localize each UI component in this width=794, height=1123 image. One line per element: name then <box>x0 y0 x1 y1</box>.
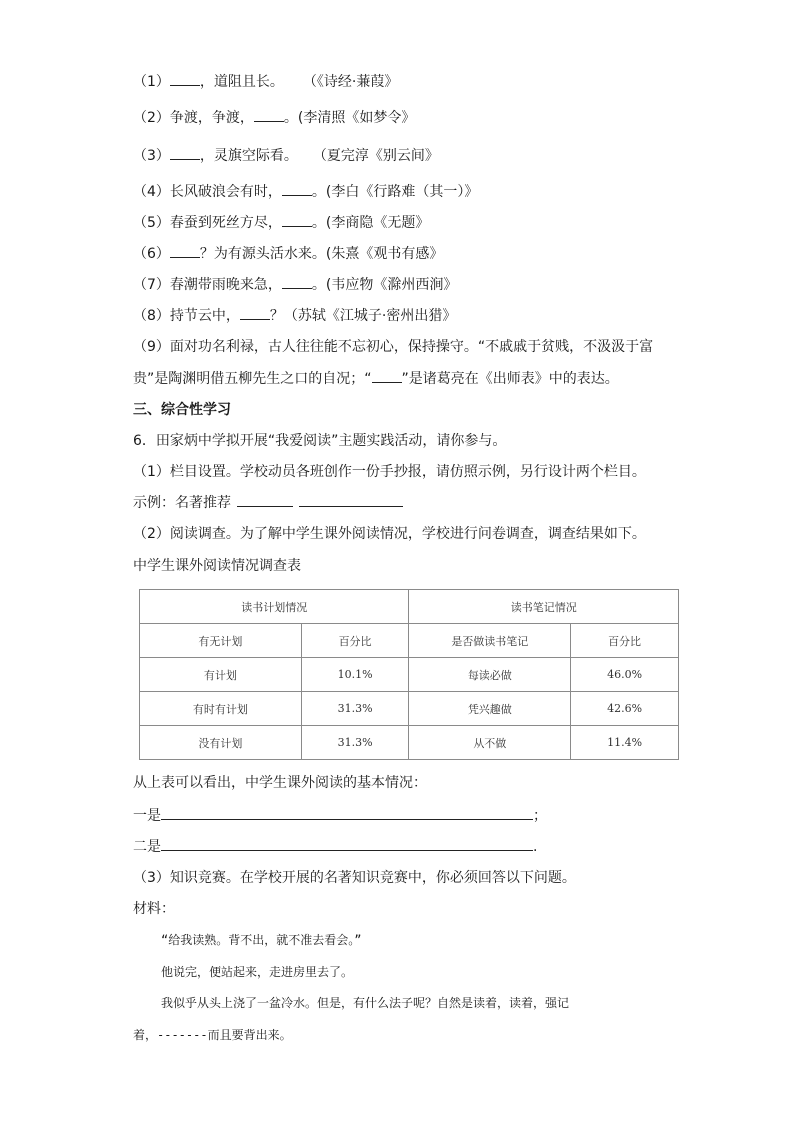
table-header: 是否做读书笔记 <box>409 624 571 658</box>
q9-line-2: 贵”是陶渊明借五柳先生之口的自况；“ ”是诸葛亮在《出师表》中的表达。 <box>133 368 619 389</box>
poem-line-3: （3） ，灵旗空际看。 （夏完淳《别云间》 <box>133 145 439 166</box>
answer-blank[interactable] <box>282 181 312 196</box>
table-header-row <box>140 624 679 658</box>
q9-line-1: （9）面对功名利禄，古人往往能不忘初心，保持操守。“不戚戚于贫贱，不汲汲于富 <box>133 339 654 355</box>
poem-line-8: （8）持节云中， ？（苏轼《江城子·密州出猎》 <box>133 305 456 326</box>
answer-blank[interactable] <box>170 243 200 258</box>
material-line-2: 他说完，便站起来，走进房里去了。 <box>161 965 354 979</box>
material-line-4: 着，-------而且要背出来。 <box>133 1028 292 1042</box>
table-cell: 46.0% <box>571 658 679 692</box>
q6-part3: （3）知识竞赛。在学校开展的名著知识竞赛中，你必须回答以下问题。 <box>133 870 576 886</box>
table-header: 百分比 <box>571 624 679 658</box>
table-title: 中学生课外阅读情况调查表 <box>133 558 301 574</box>
survey-table <box>139 589 679 760</box>
q6-intro: 6．田家炳中学拟开展“我爱阅读”主题实践活动，请你参与。 <box>133 433 507 449</box>
answer-blank[interactable] <box>282 274 312 289</box>
answer-blank[interactable] <box>254 107 284 122</box>
answer-blank[interactable] <box>282 212 312 227</box>
answer-blank[interactable] <box>170 145 200 160</box>
q6-part2: （2）阅读调查。为了解中学生课外阅读情况，学校进行问卷调查，调查结果如下。 <box>133 526 646 542</box>
material-label: 材料： <box>133 901 175 917</box>
answer-blank[interactable] <box>170 71 200 86</box>
table-cell: 10.1% <box>301 658 409 692</box>
answer-blank[interactable] <box>299 492 403 507</box>
table-cell: 31.3% <box>301 692 409 726</box>
answer-blank[interactable] <box>372 368 402 383</box>
answer-blank[interactable] <box>240 305 270 320</box>
table-header: 有无计划 <box>140 624 302 658</box>
poem-line-4: （4）长风破浪会有时， 。(李白《行路难（其一）》 <box>133 181 478 202</box>
material-line-1: “给我读熟。背不出，就不准去看会。” <box>161 933 362 947</box>
table-row <box>140 658 679 692</box>
answer-line-1: 一是 ； <box>133 805 547 826</box>
poem-line-6: （6） ？为有源头活水来。(朱熹《观书有感》 <box>133 243 443 264</box>
table-row <box>140 726 679 760</box>
table-cell: 11.4% <box>571 726 679 760</box>
table-header: 百分比 <box>301 624 409 658</box>
answer-blank[interactable] <box>161 805 533 820</box>
q6-part1: （1）栏目设置。学校动员各班创作一份手抄报，请仿照示例，另行设计两个栏目。 <box>133 464 646 480</box>
poem-line-1: （1） ，道阻且长。 （《诗经·蒹葭》 <box>133 71 398 92</box>
table-cell: 有时有计划 <box>140 692 302 726</box>
poem-line-7: （7）春潮带雨晚来急， 。(韦应物《滁州西涧》 <box>133 274 457 295</box>
poem-line-2: （2）争渡，争渡， 。(李清照《如梦令》 <box>133 107 415 128</box>
q6-example: 示例：名著推荐 <box>133 492 403 513</box>
table-cell: 有计划 <box>140 658 302 692</box>
table-group-header: 读书笔记情况 <box>409 590 679 624</box>
table-cell: 每读必做 <box>409 658 571 692</box>
answer-line-2: 二是 . <box>133 836 537 857</box>
poem-line-5: （5）春蚕到死丝方尽， 。(李商隐《无题》 <box>133 212 429 233</box>
table-cell: 42.6% <box>571 692 679 726</box>
summary-prompt: 从上表可以看出，中学生课外阅读的基本情况： <box>133 775 427 791</box>
material-line-3: 我似乎从头上浇了一盆冷水。但是，有什么法子呢？自然是读着，读着，强记 <box>161 996 570 1010</box>
table-cell: 从不做 <box>409 726 571 760</box>
table-cell: 31.3% <box>301 726 409 760</box>
table-row <box>140 692 679 726</box>
answer-blank[interactable] <box>237 492 293 507</box>
table-cell: 没有计划 <box>140 726 302 760</box>
answer-blank[interactable] <box>161 836 533 851</box>
table-group-header: 读书计划情况 <box>140 590 409 624</box>
table-cell: 凭兴趣做 <box>409 692 571 726</box>
section-heading: 三、综合性学习 <box>133 402 231 418</box>
table-group-row <box>140 590 679 624</box>
